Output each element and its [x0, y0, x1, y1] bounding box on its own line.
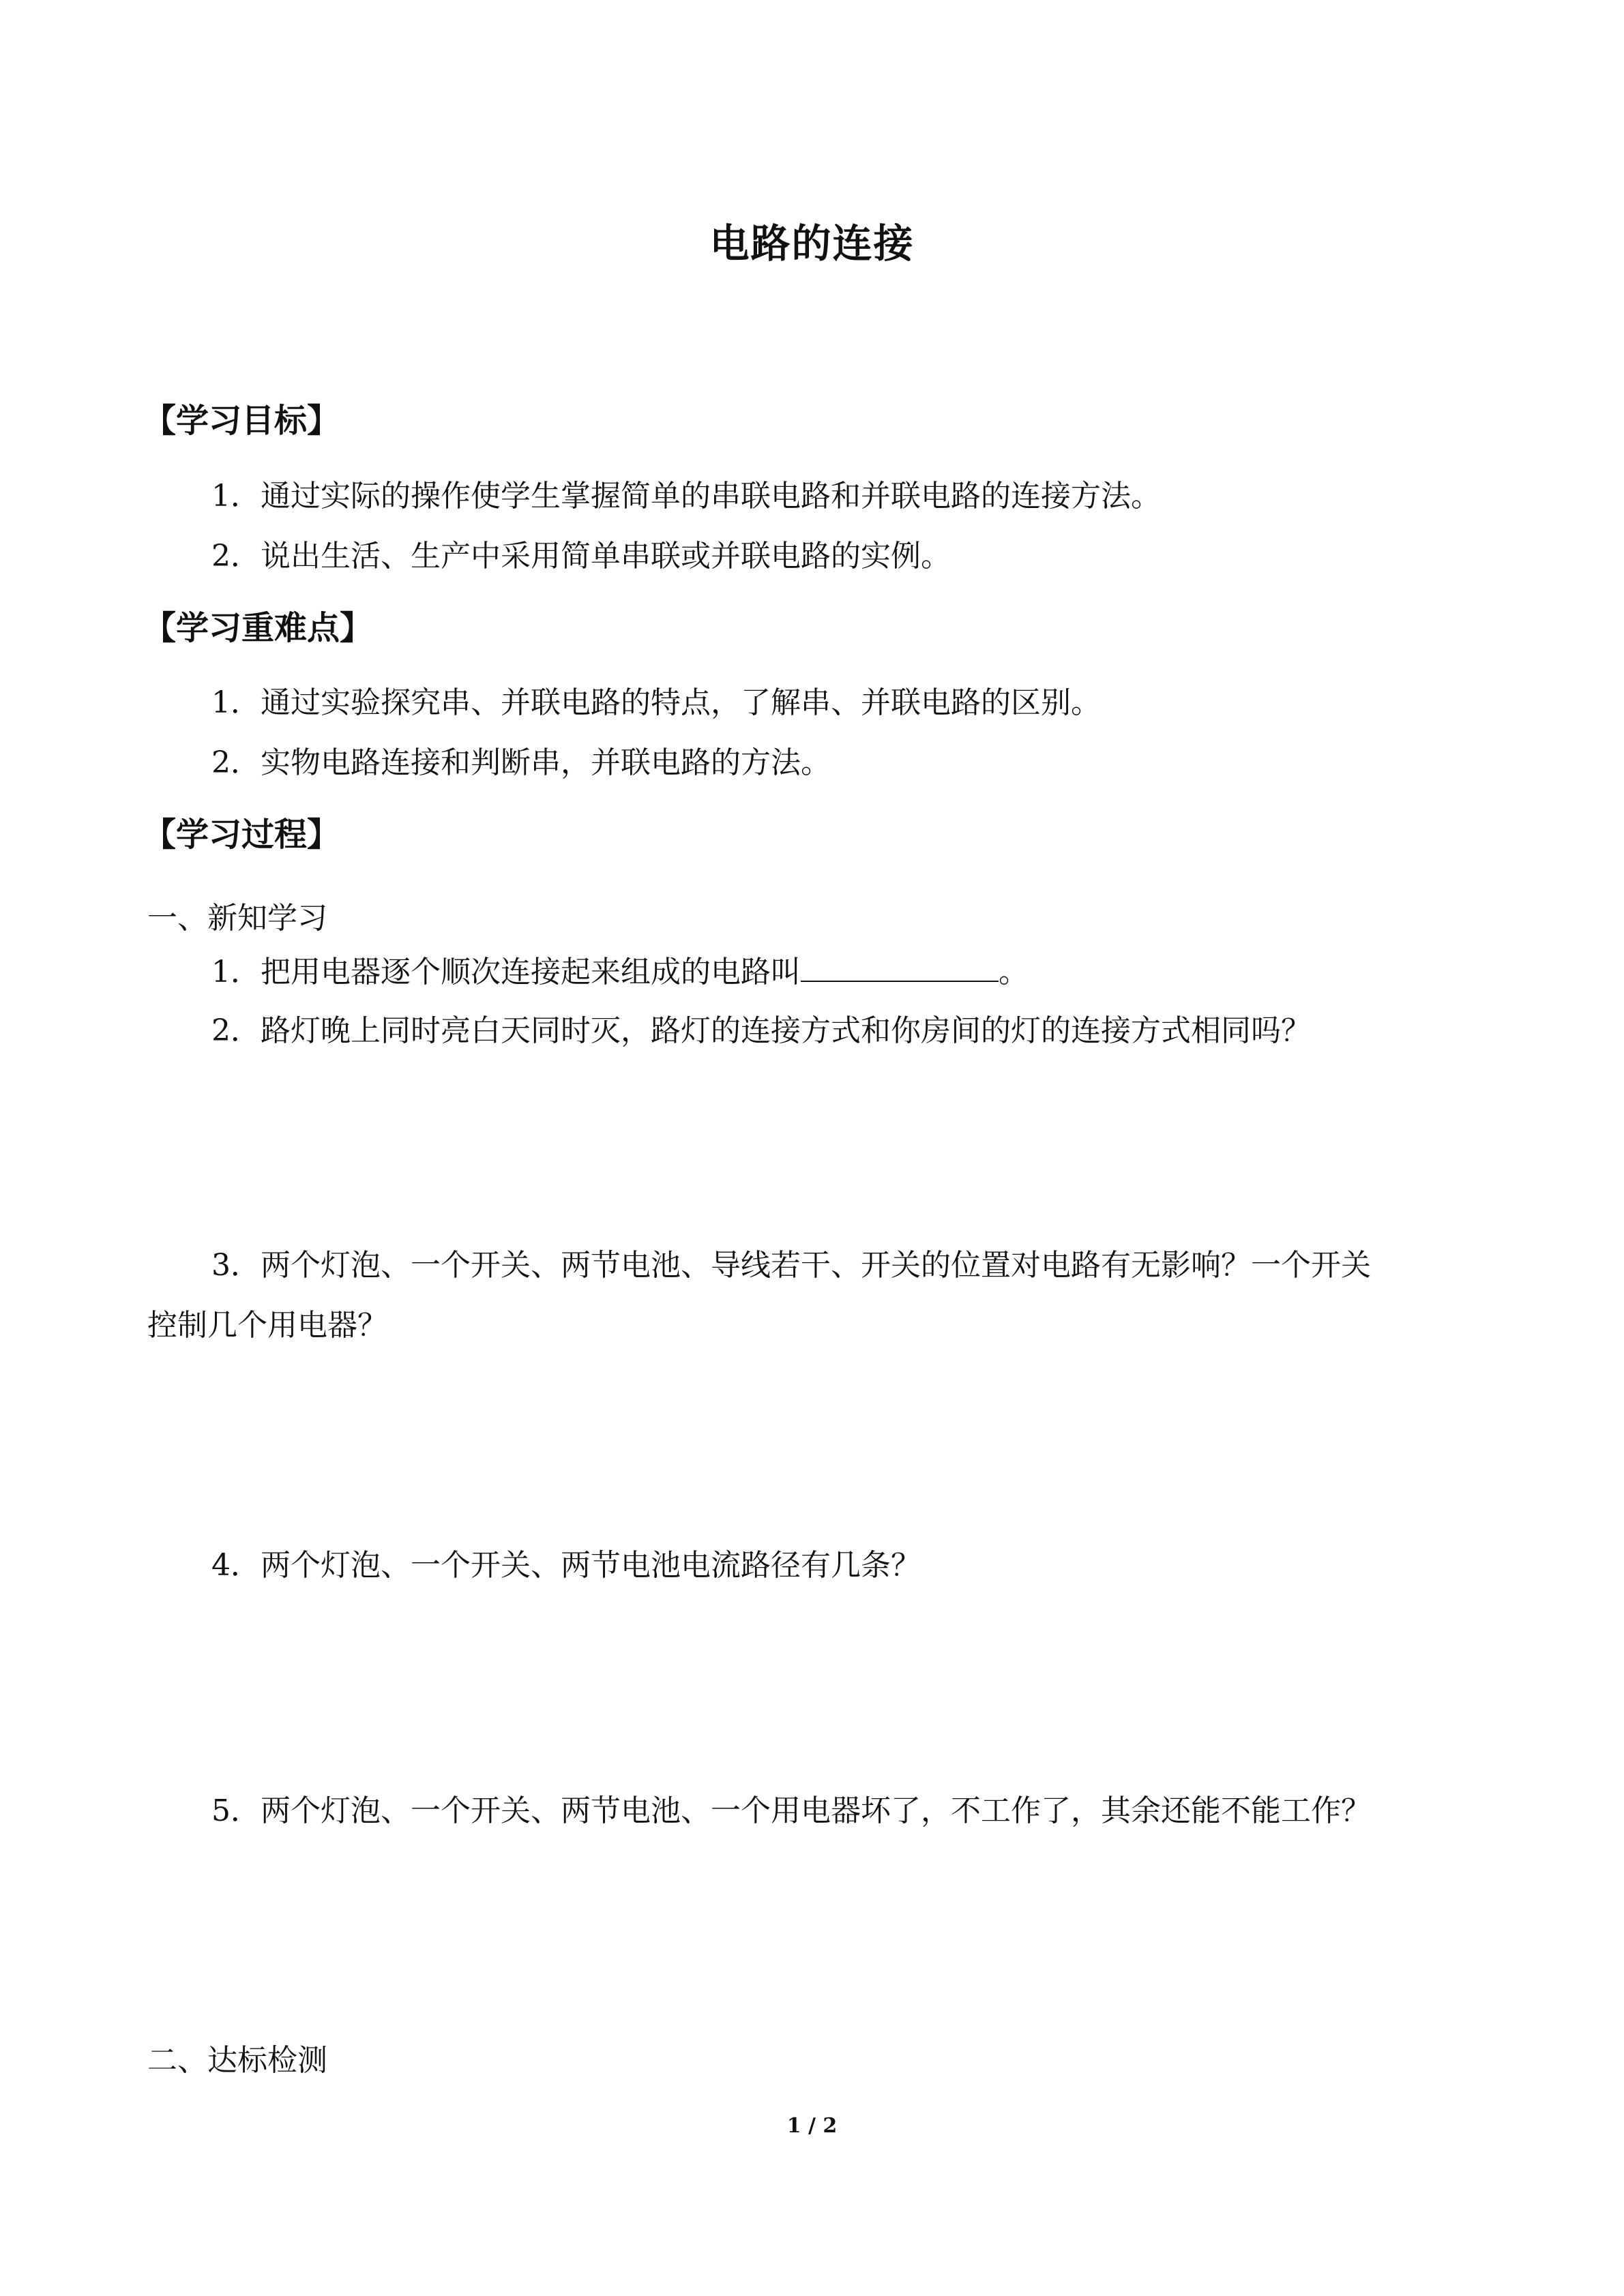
question-1 — [211, 953, 1029, 991]
key-point-item-1: 1．通过实验探究串、并联电路的特点，了解串、并联电路的区别。 — [211, 685, 1101, 720]
section-heading-key-points: 【学习重难点】 — [143, 609, 373, 647]
question-1-suffix: 。 — [999, 955, 1029, 989]
part-heading-new-knowledge: 一、新知学习 — [147, 901, 327, 936]
page-title: 电路的连接 — [709, 220, 915, 267]
section-heading-process: 【学习过程】 — [143, 816, 340, 854]
fill-in-blank[interactable] — [801, 953, 999, 982]
question-3-line-2: 控制几个用电器？ — [147, 1308, 387, 1343]
question-1-prefix: 1．把用电器逐个顺次连接起来组成的电路叫 — [211, 955, 801, 989]
goal-item-1: 1．通过实际的操作使学生掌握简单的串联电路和并联电路的连接方法。 — [211, 479, 1161, 513]
question-4: 4．两个灯泡、一个开关、两节电池电流路径有几条？ — [211, 1548, 921, 1583]
part-heading-assessment: 二、达标检测 — [147, 2043, 327, 2078]
goal-item-2: 2．说出生活、生产中采用简单串联或并联电路的实例。 — [211, 539, 951, 573]
key-point-item-2: 2．实物电路连接和判断串，并联电路的方法。 — [211, 745, 831, 780]
question-3-line-1: 3．两个灯泡、一个开关、两节电池、导线若干、开关的位置对电路有无影响？一个开关 — [211, 1248, 1371, 1283]
page-number: 1 / 2 — [786, 2114, 838, 2138]
question-2: 2．路灯晚上同时亮白天同时灭，路灯的连接方式和你房间的灯的连接方式相同吗？ — [211, 1013, 1311, 1048]
question-5: 5．两个灯泡、一个开关、两节电池、一个用电器坏了，不工作了，其余还能不能工作？ — [211, 1793, 1371, 1828]
section-heading-goals: 【学习目标】 — [143, 402, 340, 440]
